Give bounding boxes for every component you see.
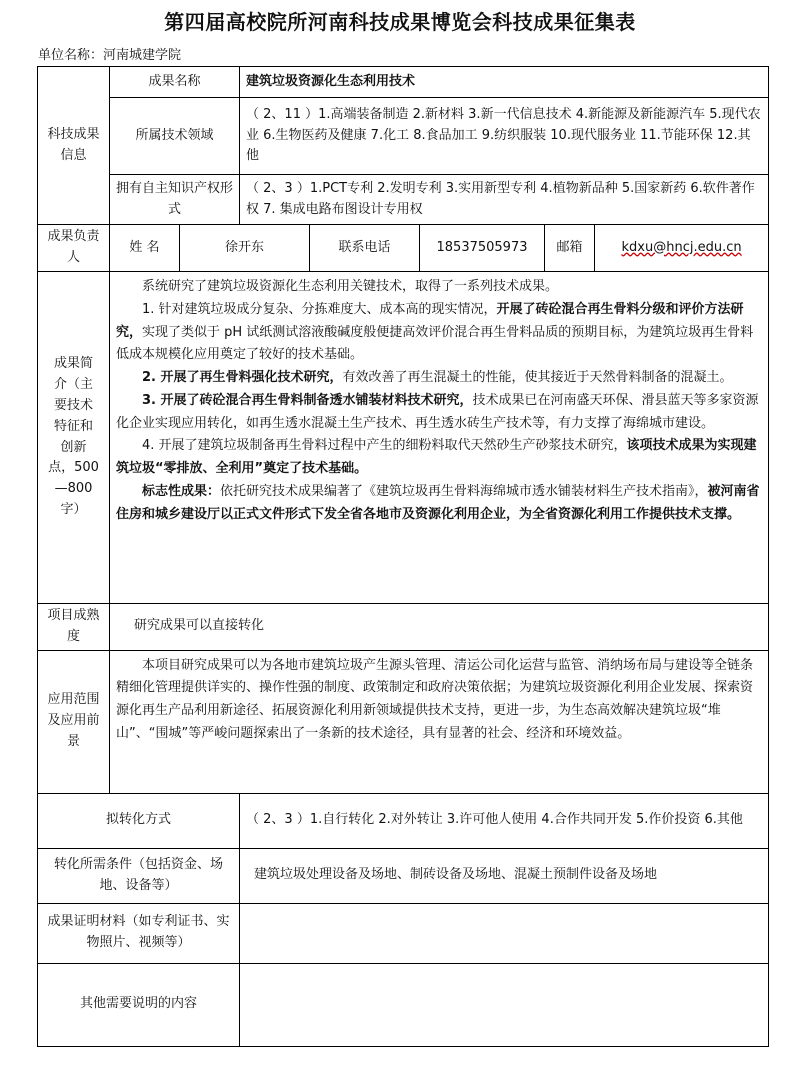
transfer-value: （ 2、3 ）1.自行转化 2.对外转让 3.许可他人使用 4.合作共同开发 5.作价投资 6.其他 — [240, 793, 769, 848]
summary-text: 技术成果已在河南盛天环保、滑县蓝天等多家资源化企业实现应用转化，如再生透水混凝土生产技术、再生透水砖生产技术等，有力支撑了海绵城市建设。 — [116, 392, 759, 431]
phone-label: 联系电话 — [310, 225, 420, 272]
prospect-value — [110, 650, 769, 793]
summary-text: 有效改善了再生混凝土的性能，使其接近于天然骨料制备的混凝土。 — [342, 370, 733, 385]
summary-paragraph-4 — [116, 390, 762, 436]
person-name-label: 姓 名 — [110, 225, 180, 272]
achievement-name-label: 成果名称 — [110, 67, 240, 98]
summary-text: 4. 开展了建筑垃圾制备再生骨料过程中产生的细粉料取代天然砂生产砂浆技术研究， — [142, 438, 627, 454]
summary-paragraph-3 — [116, 367, 762, 390]
section-info-label: 科技成果信息 — [38, 67, 110, 225]
summary-content — [110, 272, 769, 604]
tech-field-label: 所属技术领域 — [110, 98, 240, 175]
tech-field-value: （ 2、11 ）1.高端装备制造 2.新材料 3.新一代信息技术 4.新能源及新能源汽车 5.现代农业 6.生物医药及健康 7.化工 8.食品加工 9.纺织服装 10.现代服务业 11.节能环保 12.其他 — [240, 98, 769, 175]
summary-text: 实现了类似于 pH 试纸测试溶液酸碱度般便捷高效评价混合再生骨料品质的预期目标，为建筑垃圾再生骨料低成本规模化应用奠定了较好的技术基础。 — [116, 324, 754, 363]
phone-value: 18537505973 — [420, 225, 545, 272]
summary-label: 成果简介（主要技术特征和创新点，500—800字） — [38, 272, 110, 604]
summary-paragraph-5 — [116, 435, 762, 481]
email-value[interactable] — [595, 225, 769, 272]
other-label: 其他需要说明的内容 — [38, 963, 240, 1046]
summary-emphasis: 标志性成果： — [142, 483, 221, 499]
summary-emphasis: 2. 开展了再生骨料强化技术研究， — [142, 370, 343, 385]
other-value — [240, 963, 769, 1046]
transfer-label: 拟转化方式 — [38, 793, 240, 848]
summary-emphasis: 3. 开展了砖砼混合再生骨料制备透水铺装材料技术研究， — [142, 392, 473, 408]
unit-name: 单位名称：河南城建学院 — [38, 48, 182, 63]
prospect-text: 本项目研究成果可以为各地市建筑垃圾产生源头管理、清运公司化运营与监管、消纳场布局与建设等全链条精细化管理提供详实的、操作性强的制度、政策制定和政府决策依据；为建筑垃圾资源化利用企业发展、探索资源化再生产品利用新途径、拓展资源化利用新领域提供技术支持，更进一步，为生态高效解决建筑垃圾“堆山”、“围城”等严峻问题探索出了一条新的技术途径，具有显著的社会、经济和环境效益。 — [116, 657, 754, 741]
proof-label: 成果证明材料（如专利证书、实物照片、视频等） — [38, 903, 240, 963]
proof-value — [240, 903, 769, 963]
person-name-value: 徐开东 — [180, 225, 310, 272]
conditions-value: 建筑垃圾处理设备及场地、制砖设备及场地、混凝土预制件设备及场地 — [240, 848, 769, 903]
conditions-label: 转化所需条件（包括资金、场地、设备等） — [38, 848, 240, 903]
summary-emphasis: 被河南省住房和城乡建设厅以正式文件形式下发全省各地市及资源化利用企业，为全省资源化利用工作提供技术支撑。 — [116, 483, 760, 522]
summary-text: 依托研究技术成果编著了《建筑垃圾再生骨料海绵城市透水铺装材料生产技术指南》， — [220, 483, 708, 499]
email-label: 邮箱 — [545, 225, 595, 272]
achievement-name-value: 建筑垃圾资源化生态利用技术 — [240, 67, 769, 98]
maturity-value: 研究成果可以直接转化 — [110, 604, 769, 651]
maturity-label: 项目成熟度 — [38, 604, 110, 651]
summary-emphasis: 开展了砖砼混合再生骨料分级和评价方法研究， — [116, 301, 744, 340]
ip-form-value: （ 2、3 ）1.PCT专利 2.发明专利 3.实用新型专利 4.植物新品种 5.国家新药 6.软件著作权 7. 集成电路布图设计专用权 — [240, 175, 769, 225]
email-link[interactable]: kdxu@hncj.edu.cn — [621, 239, 742, 255]
prospect-label: 应用范围及应用前景 — [38, 650, 110, 793]
summary-emphasis: 该项技术成果为实现建筑垃圾“零排放、全利用”奠定了技术基础。 — [116, 438, 757, 476]
collection-form — [37, 66, 769, 1047]
form-title: 第四届高校院所河南科技成果博览会科技成果征集表 — [164, 10, 636, 34]
summary-paragraph-1: 系统研究了建筑垃圾资源化生态利用关键技术，取得了一系列技术成果。 — [142, 279, 559, 294]
summary-paragraph-2 — [116, 299, 762, 367]
ip-form-label: 拥有自主知识产权形式 — [110, 175, 240, 225]
summary-paragraph-6 — [116, 481, 762, 527]
summary-text: 1. 针对建筑垃圾成分复杂、分拣难度大、成本高的现实情况， — [142, 301, 497, 317]
section-person-label: 成果负责人 — [38, 225, 110, 272]
